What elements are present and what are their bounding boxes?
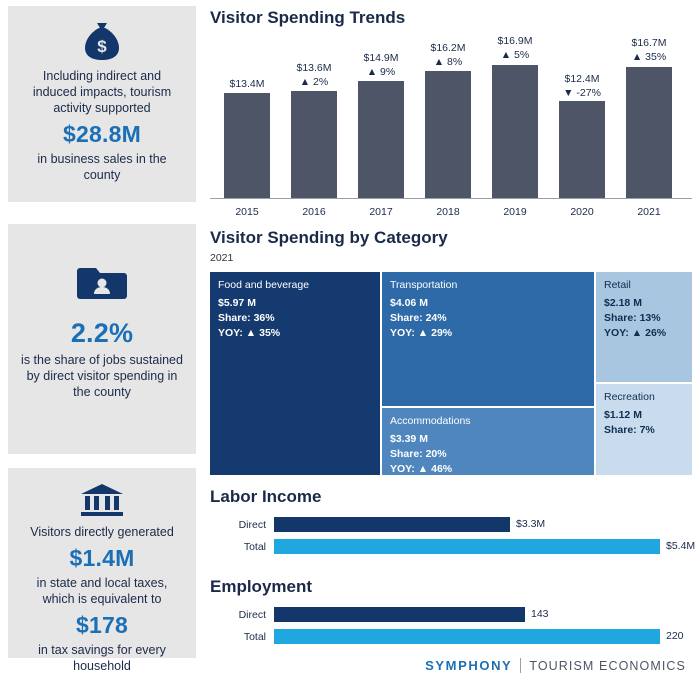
tile-share: Share: 20% [390, 448, 447, 460]
tile-name: Retail [604, 279, 631, 291]
tile-share: Share: 7% [604, 424, 655, 436]
jobs-folder-icon [76, 260, 128, 304]
bar-value-label: $16.9M [497, 35, 533, 47]
bar-value-label: 220 [666, 630, 684, 642]
bar-category-label: 2017 [369, 206, 393, 218]
bar-value-label: 143 [531, 608, 549, 620]
bar [274, 629, 660, 644]
tile-share: Share: 36% [218, 312, 275, 324]
treemap-tile-recreation[interactable] [596, 384, 692, 475]
bar-change-label: ▲ 35% [631, 51, 667, 63]
bar-group-2017 [358, 52, 404, 218]
bar-change-label: ▲ 8% [433, 56, 463, 68]
bar-group-2019 [492, 35, 538, 218]
brand-subtitle: TOURISM ECONOMICS [529, 658, 686, 673]
bar-group-2015 [224, 78, 270, 218]
bar-value-label: $16.7M [631, 37, 667, 49]
bar-chart-spending-trends [210, 35, 692, 220]
bar-change-label: ▲ 2% [299, 76, 329, 88]
tile-yoy: YOY: ▲ 46% [390, 463, 453, 475]
bar [274, 539, 660, 554]
tile-yoy: YOY: ▲ 29% [390, 327, 453, 339]
card-text-before: Visitors directly generated [30, 525, 174, 539]
section-year-label: 2021 [210, 252, 234, 264]
bar-value-label: $3.3M [516, 518, 546, 530]
treemap-tile-retail[interactable] [596, 272, 692, 382]
bar-row-direct [210, 517, 692, 532]
bar [425, 71, 471, 198]
bar-track [274, 629, 692, 644]
bar [224, 93, 270, 198]
card-value: 2.2% [70, 318, 134, 348]
bar-change-label: ▲ 5% [500, 49, 530, 61]
tile-name: Food and beverage [218, 279, 310, 291]
treemap-spending-by-category [210, 272, 692, 475]
bar [291, 91, 337, 198]
bar-value-label: $12.4M [564, 73, 600, 85]
tile-name: Accommodations [390, 415, 471, 427]
treemap-tile-transportation[interactable] [382, 272, 594, 406]
bar-category-label: Direct [238, 518, 266, 531]
visitor-spending-category-section [210, 228, 692, 475]
treemap-tile-food-and-beverage[interactable] [210, 272, 380, 475]
tile-share: Share: 13% [604, 312, 661, 324]
section-title: Employment [210, 577, 313, 596]
employment-section [210, 577, 692, 651]
bar-category-label: 2018 [436, 206, 460, 218]
card-value: $28.8M [63, 121, 141, 147]
bar-change-label: ▲ 9% [366, 66, 396, 78]
bar-row-direct [210, 607, 692, 622]
stat-card-jobs-share [8, 224, 196, 454]
section-title: Visitor Spending Trends [210, 8, 406, 27]
bar-category-label: 2021 [637, 206, 661, 218]
card-text-before: Including indirect and induced impacts, tourism activity supported [32, 69, 172, 115]
bar-category-label: Total [243, 540, 266, 553]
stat-card-business-sales [8, 6, 196, 202]
bar-chart-employment [210, 607, 692, 644]
tile-value: $2.18 M [604, 297, 642, 309]
logo-divider [520, 658, 521, 673]
bar-category-label: 2019 [503, 206, 527, 218]
bar [274, 607, 525, 622]
bar-value-label: $13.4M [229, 78, 265, 90]
tile-yoy: YOY: ▲ 35% [218, 327, 281, 339]
tile-name: Transportation [390, 279, 458, 291]
footer-logo [425, 658, 686, 673]
bar [559, 101, 605, 198]
government-bank-icon [79, 482, 125, 518]
bar-value-label: $14.9M [363, 52, 399, 64]
bar-chart-labor-income [210, 517, 696, 554]
bar-group-2016 [291, 62, 337, 218]
bar-value-label: $16.2M [430, 42, 466, 54]
bar-category-label: 2020 [570, 206, 594, 218]
bar [274, 517, 510, 532]
labor-income-section [210, 487, 696, 561]
visitor-spending-trends-section [210, 8, 692, 220]
bar-row-total [210, 629, 692, 644]
bar-category-label: 2016 [302, 206, 326, 218]
chart-baseline [210, 198, 692, 199]
card-text-after: is the share of jobs sustained by direct visitor spending in the county [21, 353, 183, 399]
bar-group-2018 [425, 42, 471, 218]
tile-value: $1.12 M [604, 409, 642, 421]
bar [358, 81, 404, 198]
tile-value: $3.39 M [390, 433, 428, 445]
card-value-secondary: $178 [76, 612, 128, 638]
tile-value: $5.97 M [218, 297, 256, 309]
bar-category-label: Direct [238, 608, 266, 621]
money-bag-icon [79, 20, 125, 62]
bar-group-2021 [626, 37, 672, 218]
bar-value-label: $13.6M [296, 62, 332, 74]
card-text-middle: in state and local taxes, which is equivalent to [36, 576, 168, 606]
bar-track [274, 539, 696, 554]
bar-category-label: 2015 [235, 206, 259, 218]
card-value: $1.4M [69, 545, 135, 571]
bar [492, 65, 538, 198]
bar [626, 67, 672, 198]
tile-name: Recreation [604, 391, 655, 403]
stat-card-taxes [8, 468, 196, 673]
tile-share: Share: 24% [390, 312, 447, 324]
bar-group-2020 [559, 73, 605, 218]
brand-name: SYMPHONY [425, 658, 513, 673]
bar-track [274, 517, 692, 532]
bar-category-label: Total [243, 630, 266, 643]
tile-yoy: YOY: ▲ 26% [604, 327, 667, 339]
svg-text:$: $ [97, 37, 107, 56]
tile-value: $4.06 M [390, 297, 428, 309]
bar-change-label: ▼ -27% [563, 87, 601, 99]
bar-track [274, 607, 692, 622]
card-text-after: in business sales in the county [37, 152, 167, 182]
bar-row-total [210, 539, 696, 554]
bar-value-label: $5.4M [666, 540, 696, 552]
card-text-after: in tax savings for every household [38, 643, 166, 673]
section-title: Visitor Spending by Category [210, 228, 448, 247]
treemap-tile-accommodations[interactable] [382, 408, 594, 475]
section-title: Labor Income [210, 487, 322, 506]
